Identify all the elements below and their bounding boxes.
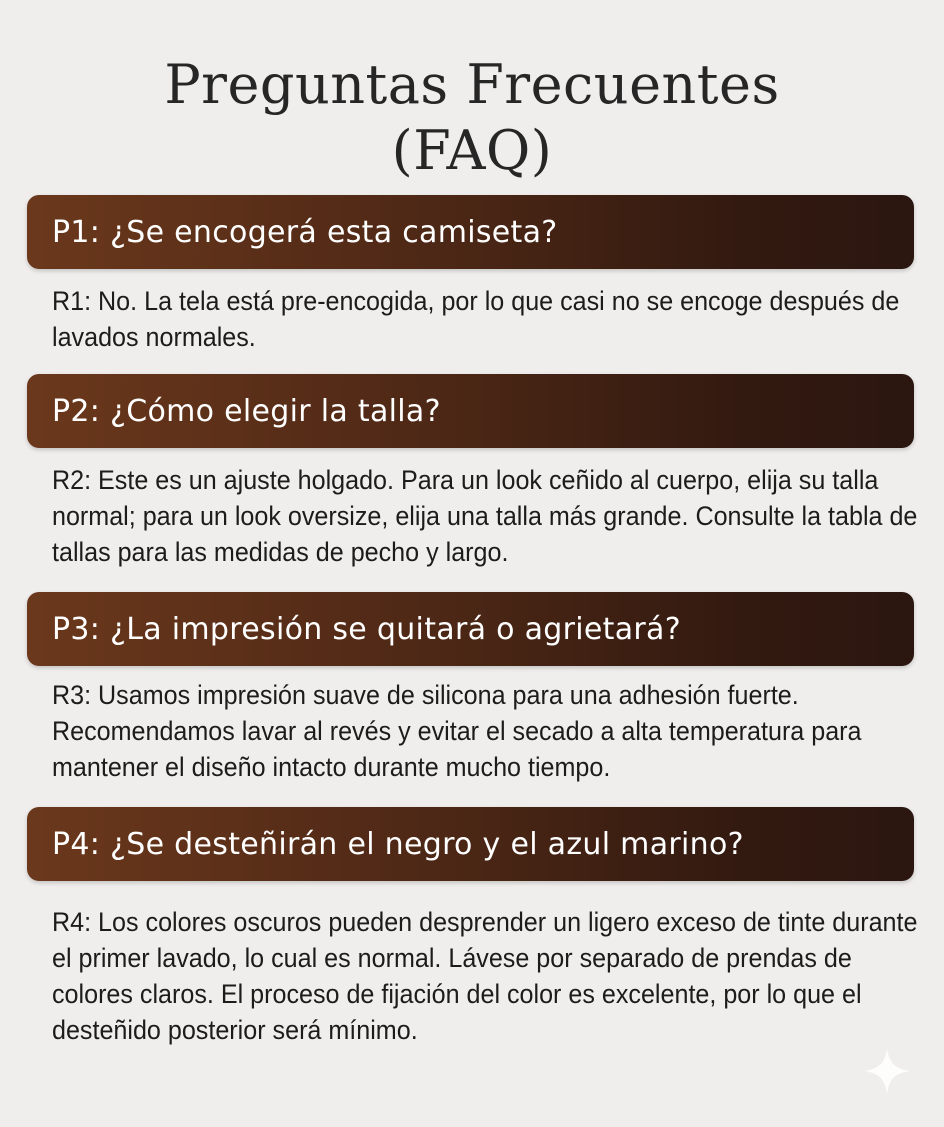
- faq-question-bar-2: [27, 374, 914, 448]
- faq-answer-1: R1: No. La tela está pre-encogida, por lo que casi no se encoge después de lavados normales.: [52, 286, 900, 352]
- faq-question-4: P4: ¿Se desteñirán el negro y el azul marino?: [52, 826, 744, 862]
- faq-question-3: P3: ¿La impresión se quitará o agrietará?: [52, 611, 681, 647]
- faq-answer-4: R4: Los colores oscuros pueden desprender un ligero exceso de tinte durante el primer lavado, lo cual es normal. Lávese por separado de prendas de colores claros. El proceso de fijación del color es excelente, por lo que el desteñido posterior será mínimo.: [52, 907, 918, 1045]
- faq-question-bar-3: [27, 592, 914, 666]
- page-title-line1: Preguntas Frecuentes: [164, 53, 780, 116]
- faq-question-bar-1: [27, 195, 914, 269]
- page-title: [0, 52, 944, 184]
- faq-answer-2: R2: Este es un ajuste holgado. Para un look ceñido al cuerpo, elija su talla normal; para un look oversize, elija una talla más grande. Consulte la tabla de tallas para las medidas de pecho y largo.: [52, 465, 918, 567]
- faq-question-2: P2: ¿Cómo elegir la talla?: [52, 393, 441, 429]
- page-title-line2: (FAQ): [391, 119, 553, 182]
- faq-question-1: P1: ¿Se encogerá esta camiseta?: [52, 214, 558, 250]
- faq-question-bar-4: [27, 807, 914, 881]
- faq-answer-3: R3: Usamos impresión suave de silicona para una adhesión fuerte. Recomendamos lavar al revés y evitar el secado a alta temperatura para mantener el diseño intacto durante mucho tiempo.: [52, 680, 862, 782]
- sparkle-icon: [862, 1046, 912, 1096]
